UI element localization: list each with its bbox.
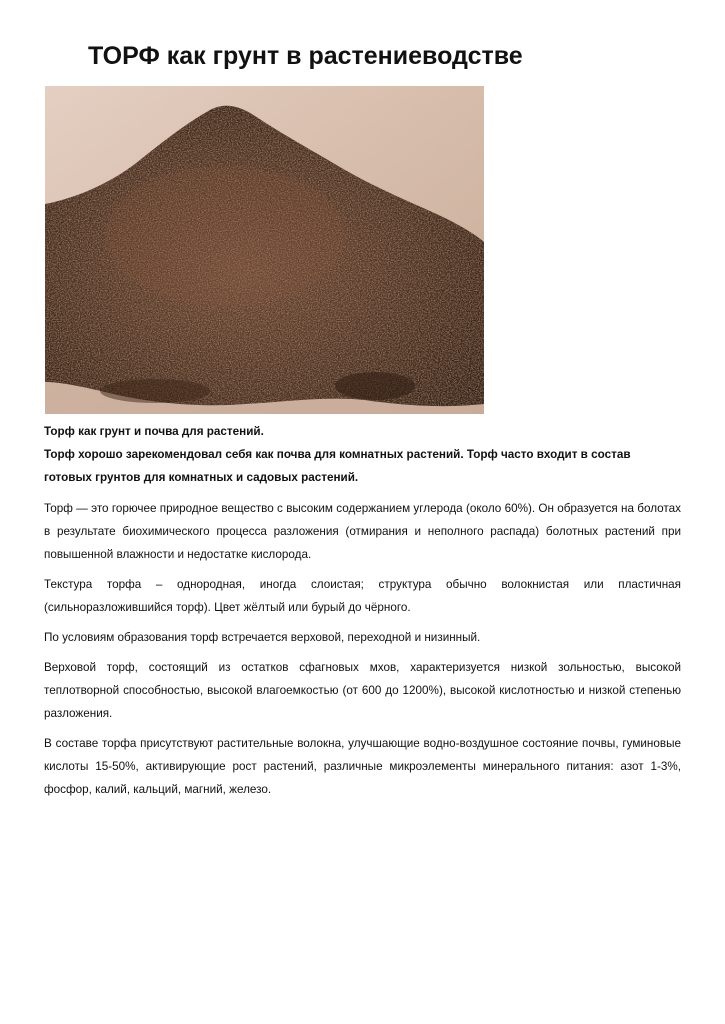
paragraph-1: Торф — это горючее природное вещество с высоким содержанием углерода (около 60%). Он образуется на болотах в результате биохимического процесса разложения (отмирания и неполного распада) болотных растений при повышенной влажности и недостатке кислорода. bbox=[44, 502, 681, 561]
lead-line-2: Торф хорошо зарекомендовал себя как почва для комнатных растений. Торф часто входит в состав готовых грунтов для комнатных и садовых растений. bbox=[44, 448, 631, 484]
paragraph-5: В составе торфа присутствуют растительные волокна, улучшающие водно-воздушное состояние почвы, гуминовые кислоты 15-50%, активирующие рост растений, различные микроэлементы минерального питания: азот 1-3%, фосфор, калий, кальций, магний, железо. bbox=[44, 737, 681, 796]
lead-line-1: Торф как грунт и почва для растений. bbox=[44, 425, 264, 438]
peat-pile-image bbox=[45, 86, 484, 414]
paragraph-2: Текстура торфа – однородная, иногда слоистая; структура обычно волокнистая или пластичная (сильноразложившийся торф). Цвет жёлтый или бурый до чёрного. bbox=[44, 578, 681, 614]
peat-photo bbox=[45, 86, 484, 414]
paragraph-4: Верховой торф, состоящий из остатков сфагновых мхов, характеризуется низкой зольностью, высокой теплотворной способностью, высокой влагоемкостью (от 600 до 1200%), высокой кислотностью и низкой степенью разложения. bbox=[44, 661, 681, 720]
page-title: ТОРФ как грунт в растениеводстве bbox=[88, 42, 523, 70]
article-body bbox=[44, 420, 681, 801]
paragraph-3: По условиям образования торф встречается верховой, переходной и низинный. bbox=[44, 631, 481, 644]
